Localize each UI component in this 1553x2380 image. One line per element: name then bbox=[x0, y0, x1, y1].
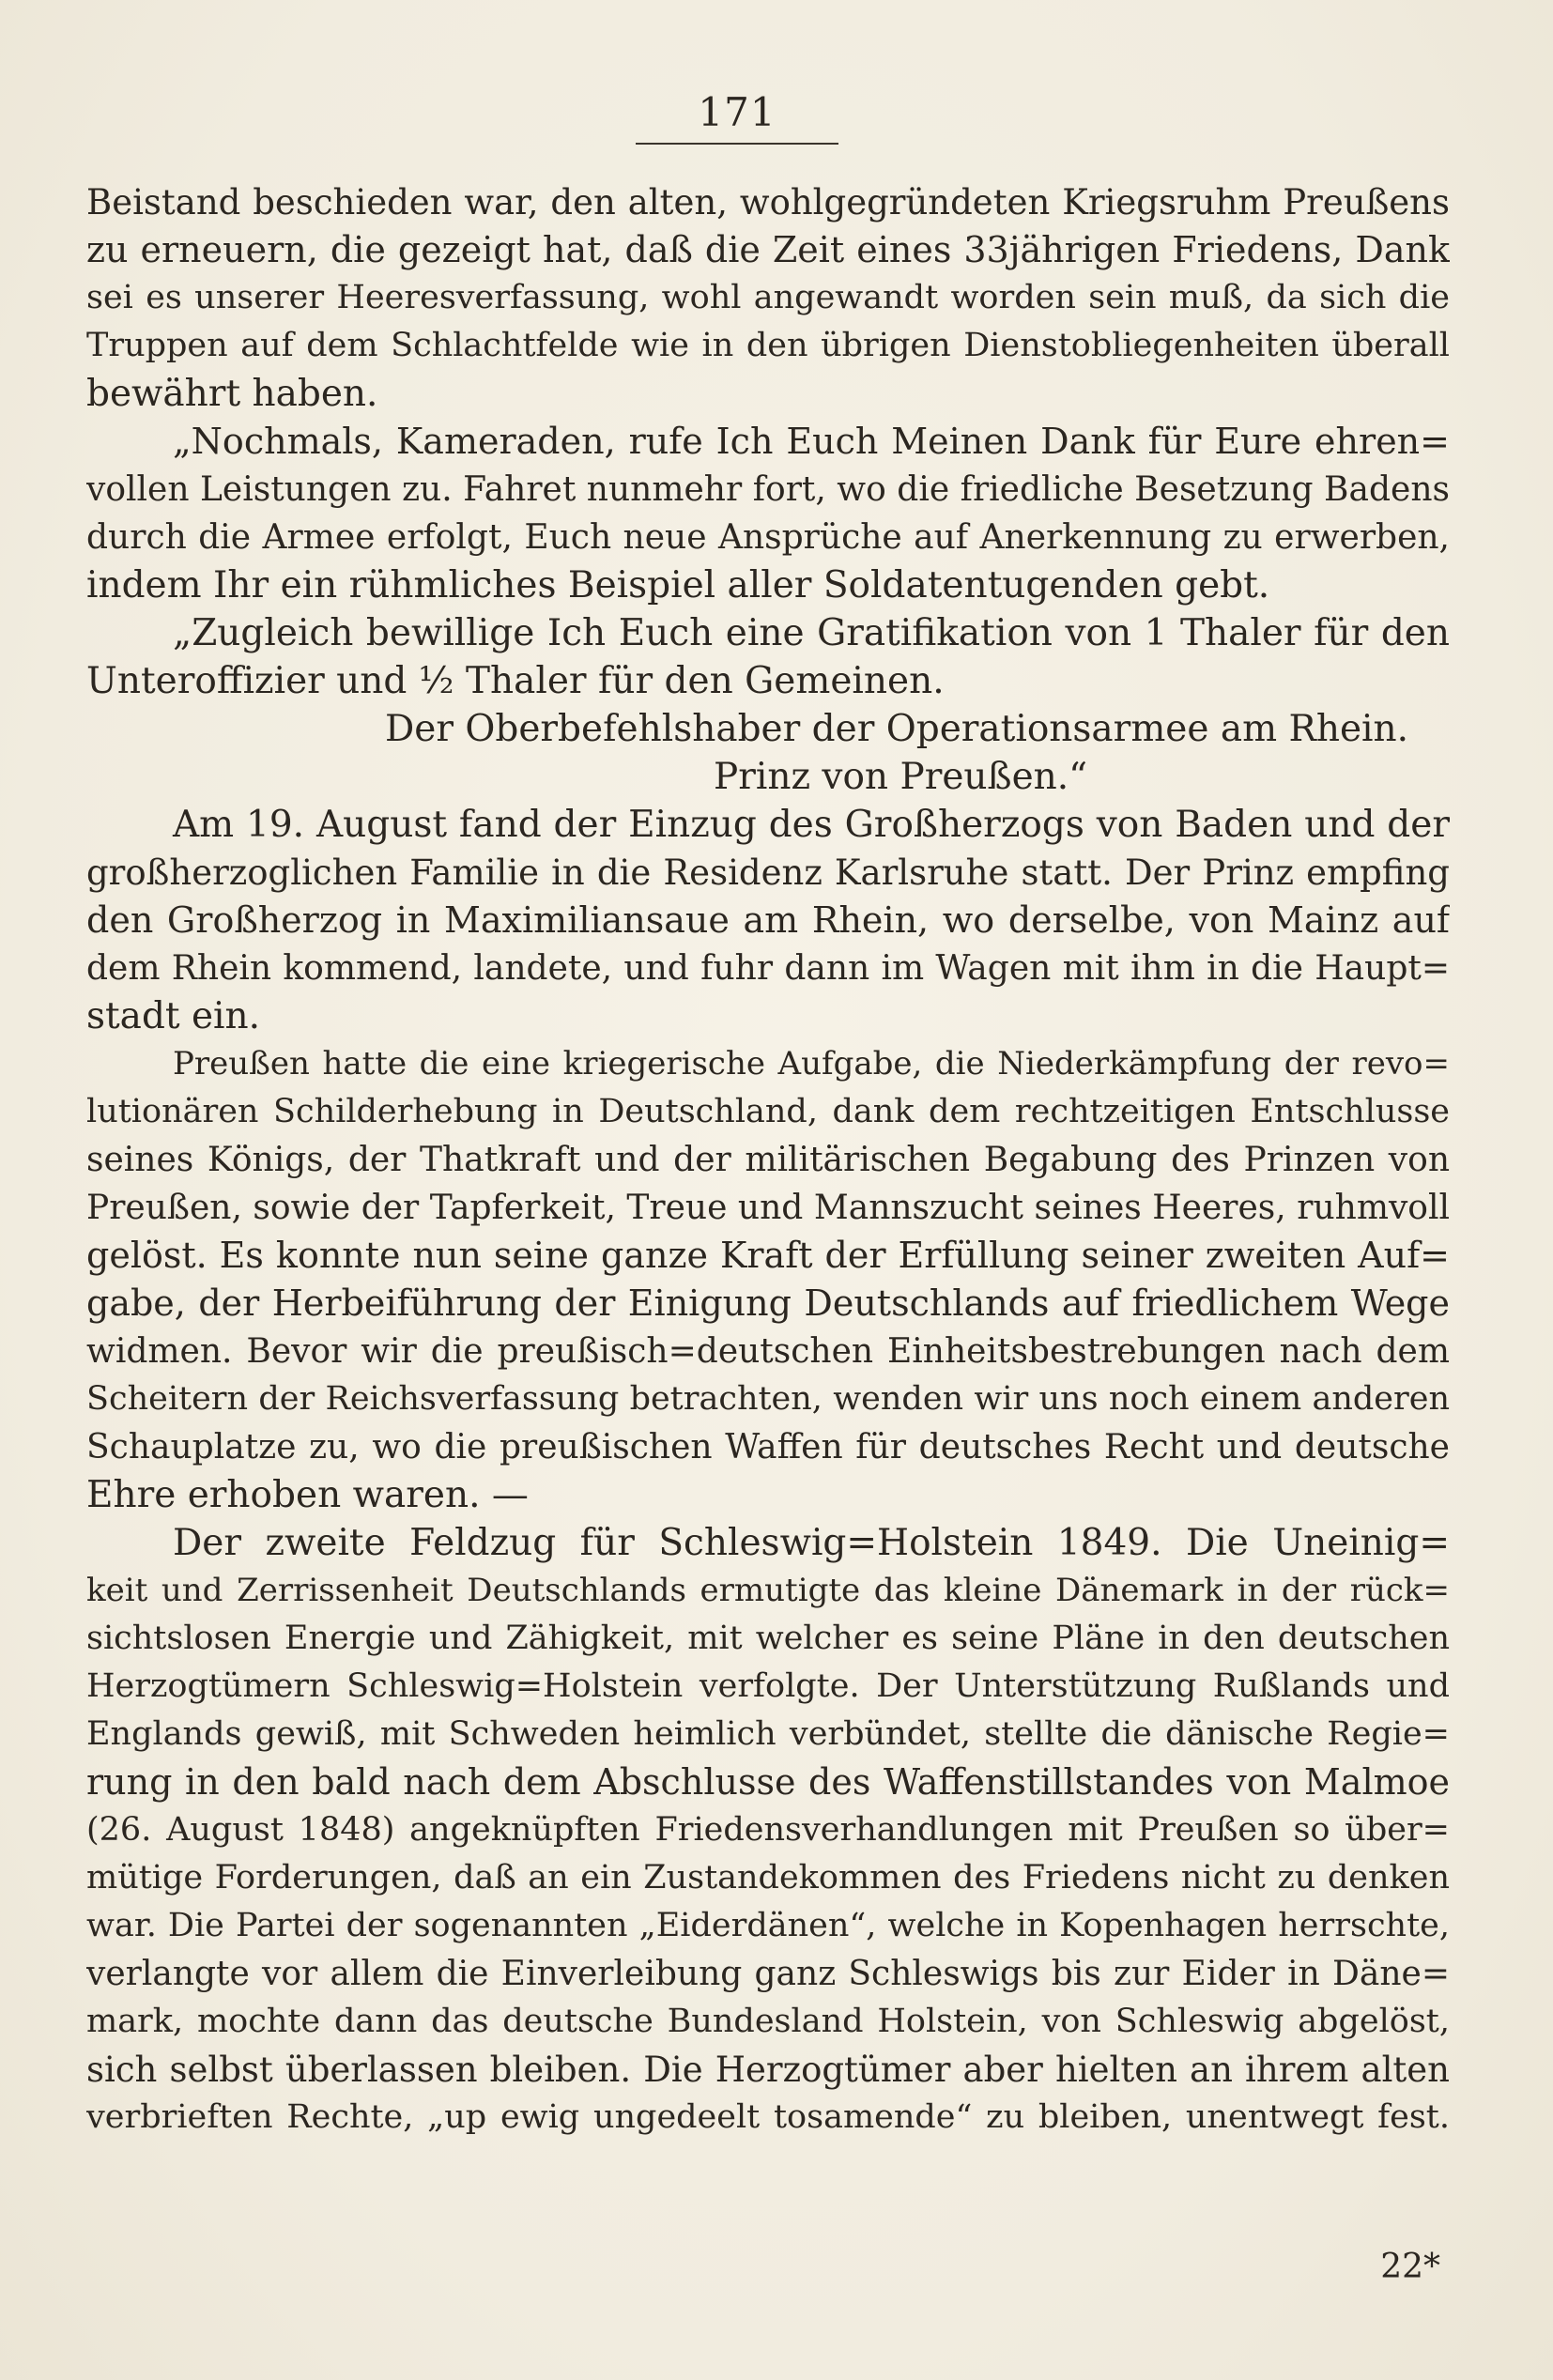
text-line: zu erneuern, die gezeigt hat, daß die Zeit eines 33jährigen Friedens, Dank bbox=[86, 229, 1450, 270]
text-line: „Nochmals, Kameraden, rufe Ich Euch Meinen Dank für Eure ehren= bbox=[173, 421, 1450, 462]
text-line: durch die Armee erfolgt, Euch neue Ansprüche auf Anerkennung zu erwerben, bbox=[86, 518, 1450, 557]
text-line: gelöst. Es konnte nun seine ganze Kraft der Erfüllung seiner zweiten Auf= bbox=[86, 1235, 1450, 1276]
text-line: großherzoglichen Familie in die Residenz Karlsruhe statt. Der Prinz empfing bbox=[86, 852, 1450, 893]
text-line: sich selbst überlassen bleiben. Die Herzogtümer aber hielten an ihrem alten bbox=[86, 2050, 1450, 2090]
text-line: Beistand beschieden war, den alten, wohlgegründeten Kriegsruhm Preußens bbox=[86, 182, 1450, 223]
text-line: keit und Zerrissenheit Deutschlands ermutigte das kleine Dänemark in der rück= bbox=[86, 1572, 1450, 1609]
text-line: lutionären Schilderhebung in Deutschland, dank dem rechtzeitigen Entschlusse bbox=[86, 1093, 1450, 1130]
text-line: verlangte vor allem die Einverleibung ganz Schleswigs bis zur Eider in Däne= bbox=[86, 1955, 1450, 1993]
text-line: Preußen, sowie der Tapferkeit, Treue und Mannszucht seines Heeres, ruhmvoll bbox=[86, 1189, 1450, 1227]
text-line: widmen. Bevor wir die preußisch=deutschen Einheitsbestrebungen nach dem bbox=[86, 1332, 1450, 1371]
header-rule bbox=[636, 143, 838, 145]
section-heading-line: Der zweite Feldzug für Schleswig=Holstein 1849. Die Uneinig= bbox=[173, 1522, 1450, 1564]
signature-name: Prinz von Preußen.“ bbox=[714, 756, 1088, 798]
text-line: vollen Leistungen zu. Fahret nunmehr fort, wo die friedliche Besetzung Badens bbox=[86, 470, 1450, 509]
text-line: den Großherzog in Maximiliansaue am Rhein, wo derselbe, von Mainz auf bbox=[86, 899, 1450, 941]
text-line: rung in den bald nach dem Abschlusse des Waffenstillstandes von Malmoe bbox=[86, 1761, 1450, 1803]
sheet-signature: 22* bbox=[1380, 2248, 1440, 2286]
text-line: sichtslosen Energie und Zähigkeit, mit welcher es seine Pläne in den deutschen bbox=[86, 1620, 1450, 1657]
text-line: (26. August 1848) angeknüpften Friedensverhandlungen mit Preußen so über= bbox=[86, 1811, 1450, 1849]
text-line: seines Königs, der Thatkraft und der militärischen Begabung des Prinzen von bbox=[86, 1141, 1450, 1179]
text-line: Preußen hatte die eine kriegerische Aufgabe, die Niederkämpfung der revo= bbox=[173, 1045, 1450, 1083]
text-line: Schauplatze zu, wo die preußischen Waffen für deutsches Recht und deutsche bbox=[86, 1428, 1450, 1466]
text-line: „Zugleich bewillige Ich Euch eine Gratifikation von 1 Thaler für den bbox=[173, 612, 1450, 654]
text-line: gabe, der Herbeiführung der Einigung Deutschlands auf friedlichem Wege bbox=[86, 1282, 1450, 1324]
text-line: Scheitern der Reichsverfassung betrachten, wenden wir uns noch einem anderen bbox=[86, 1380, 1450, 1418]
text-line: sei es unserer Heeresverfassung, wohl angewandt worden sein muß, da sich die bbox=[86, 279, 1450, 316]
text-line: stadt ein. bbox=[86, 995, 261, 1037]
page-number: 171 bbox=[698, 89, 776, 135]
text-line: dem Rhein kommend, landete, und fuhr dann im Wagen mit ihm in die Haupt= bbox=[86, 949, 1450, 988]
text-line: Truppen auf dem Schlachtfelde wie in den übrigen Dienstobliegenheiten überall bbox=[86, 327, 1450, 364]
signature-title: Der Oberbefehlshaber der Operationsarmee am Rhein. bbox=[385, 708, 1409, 750]
text-line: indem Ihr ein rühmliches Beispiel aller Soldatentugenden gebt. bbox=[86, 564, 1270, 607]
text-line: mark, mochte dann das deutsche Bundesland Holstein, von Schleswig abgelöst, bbox=[86, 2003, 1450, 2040]
text-line: war. Die Partei der sogenannten „Eiderdänen“, welche in Kopenhagen herrschte, bbox=[86, 1907, 1450, 1944]
text-line: mütige Forderungen, daß an ein Zustandekommen des Friedens nicht zu denken bbox=[86, 1859, 1450, 1896]
text-line: Englands gewiß, mit Schweden heimlich verbündet, stellte die dänische Regie= bbox=[86, 1715, 1450, 1753]
text-line: Unteroffizier und ½ Thaler für den Gemeinen. bbox=[86, 660, 945, 702]
text-line: Herzogtümern Schleswig=Holstein verfolgte. Der Unterstützung Rußlands und bbox=[86, 1667, 1450, 1705]
text-line: Am 19. August fand der Einzug des Großherzogs von Baden und der bbox=[173, 804, 1450, 846]
text-line: bewährt haben. bbox=[86, 373, 378, 415]
text-line: Ehre erhoben waren. — bbox=[86, 1474, 529, 1516]
text-line: verbrieften Rechte, „up ewig ungedeelt tosamende“ zu bleiben, unentwegt fest. bbox=[86, 2098, 1450, 2136]
body-text bbox=[86, 178, 1450, 2142]
